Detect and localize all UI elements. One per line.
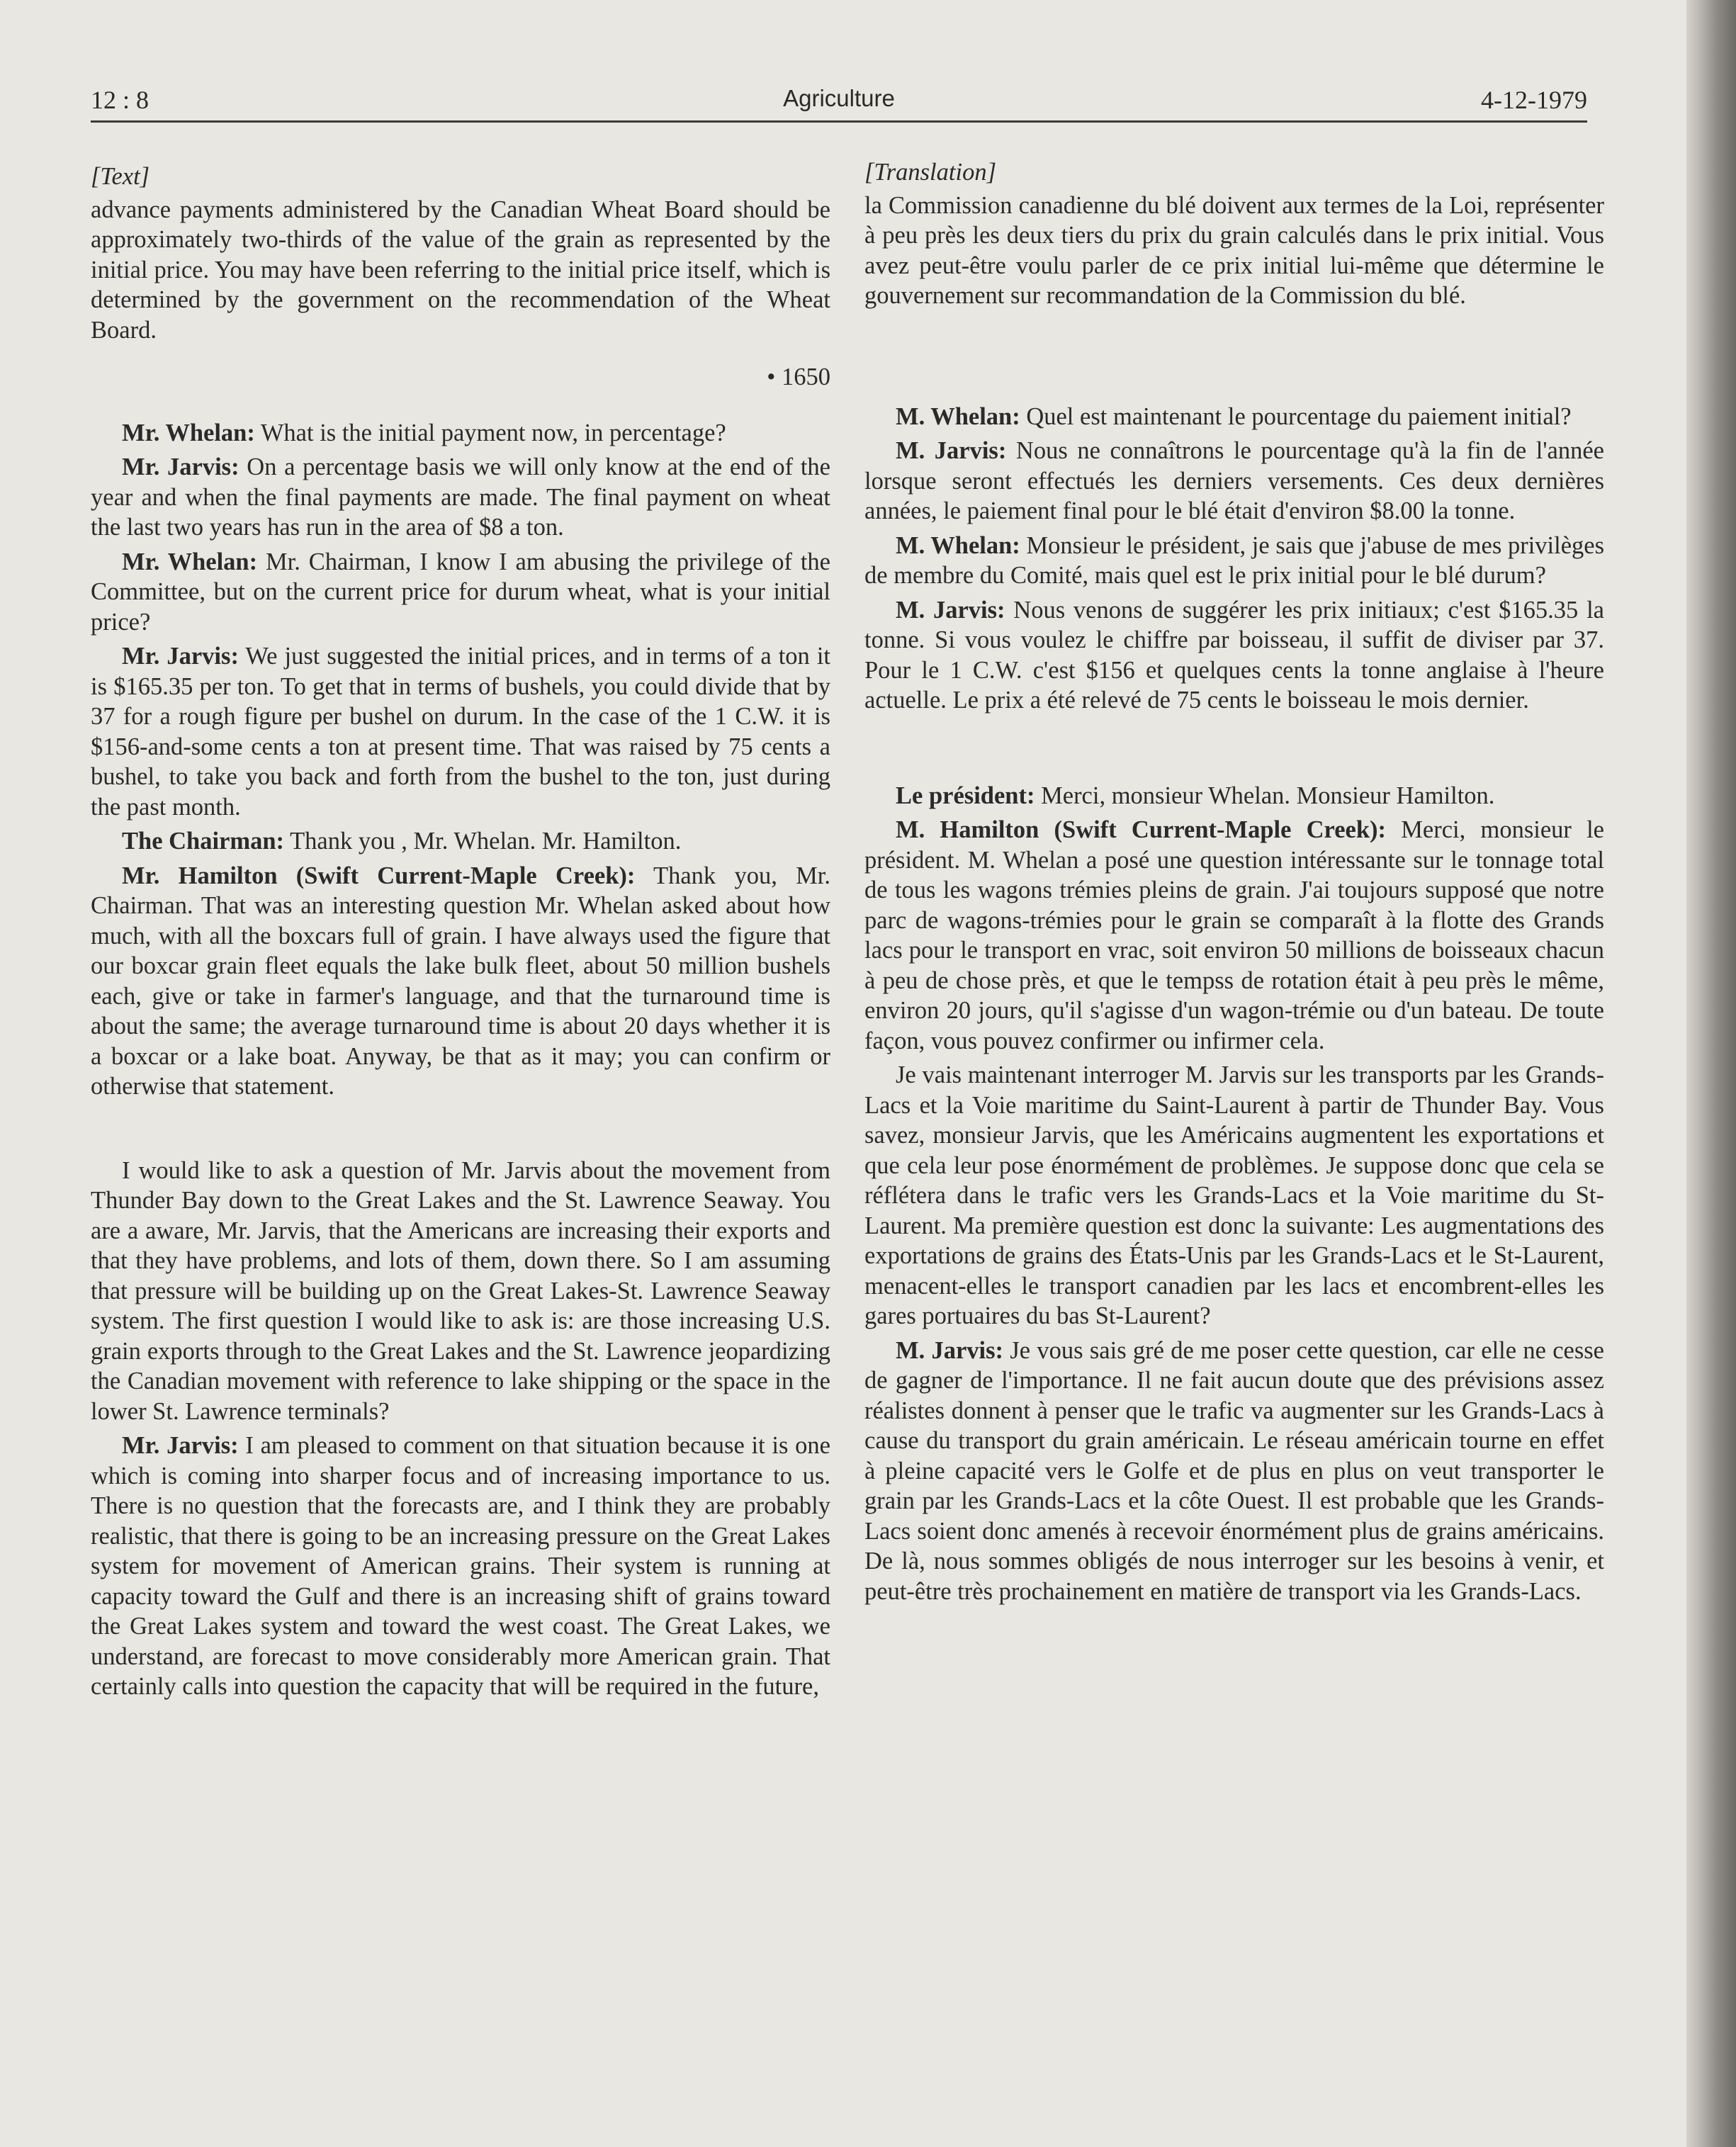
paragraph-whelan-1: [864, 402, 1604, 432]
speaker-name: Le président:: [896, 782, 1035, 809]
spacer: [864, 720, 1604, 781]
paragraph-hamilton-1: [864, 815, 1604, 1056]
paragraph-chairman: [91, 826, 830, 857]
speech-text: On a percentage basis we will only know at the end of the year and when the final payments are made. The final payment on wheat the last two years has run in the area of $8 a ton.: [91, 453, 830, 541]
speech-text: Thank you, Mr. Chairman. That was an interesting question Mr. Whelan asked about how much, with all the boxcars full of grain. I have always used the figure that our boxcar grain fleet equals the lake bulk fleet, about 50 million bushels each, give or take in farmer's language, and that the turnaround time is about the same; the average turnaround time is about 20 days whether it is a boxcar or a lake boat. Anyway, be that as it may; you can confirm or otherwise that statement.: [91, 862, 830, 1100]
paragraph-president: [864, 781, 1604, 811]
speaker-name: M. Whelan:: [896, 531, 1020, 559]
speech-text: Je vous sais gré de me poser cette question, car elle ne cesse de gagner de l'importance. Il ne fait aucun doute que des prévisions assez réalistes donnent à penser que le trafic va augmenter sur les Grands-Lacs à cause du transport du grain américain. Le réseau américain tourne en effet à pleine capacité vers le Golfe et de plus en plus on veut transporter le grain par les Grands-Lacs et la côte Ouest. Il est probable que les Grands-Lacs soient donc amenés à recevoir énormément plus de grains américains. De là, nous sommes obligés de nous interroger sur les besoins à venir, et peut-être très prochainement en matière de transport via les Grands-Lacs.: [864, 1336, 1604, 1605]
speech-text: Merci, monsieur le président. M. Whelan a posé une question intéressante sur le tonnage total de tous les wagons trémies pleins de grain. J'ai toujours supposé que notre parc de wagons-trémies pour le grain se comparaît à la flotte des Grands lacs pour le transport en vrac, soit environ 50 millions de boisseaux chacun à peu de chose près, et que le tempss de rotation était à peu près le même, environ 20 jours, qu'il s'agisse d'un wagon-trémie ou d'un bateau. De toute façon, vous pouvez confirmer ou infirmer cela.: [864, 816, 1604, 1054]
paragraph-jarvis-1: [864, 436, 1604, 526]
page-header: [91, 85, 1587, 120]
spacer: [91, 1106, 830, 1156]
header-rule: [91, 120, 1587, 123]
speaker-name: M. Jarvis:: [896, 596, 1005, 624]
publication-title: Agriculture: [783, 85, 895, 111]
french-column: [864, 157, 1604, 1611]
speaker-name: Mr. Jarvis:: [122, 1432, 239, 1459]
time-marker: • 1650: [767, 364, 830, 390]
english-column: [91, 162, 830, 1706]
speech-text: Mr. Chairman, I know I am abusing the privilege of the Committee, but on the current price for durum wheat, what is your initial price?: [91, 548, 830, 636]
paragraph-jarvis-2: [91, 641, 830, 822]
paragraph-jarvis-3: [91, 1431, 830, 1702]
speaker-name: Mr. Whelan:: [122, 548, 258, 575]
speech-text: Nous venons de suggérer les prix initiaux; c'est $165.35 la tonne. Si vous voulez le chiffre par boisseau, il suffit de diviser par 37. Pour le 1 C.W. c'est $156 et quelques cents la tonne anglaise à l'heure actuelle. Le prix a été relevé de 75 cents le boisseau le mois dernier.: [864, 596, 1604, 714]
paragraph-continuation: advance payments administered by the Canadian Wheat Board should be approximately two-thirds of the value of the grain as represented by the initial price. You may have been referring to the initial price itself, which is determined by the government on the recommendation of the Wheat Board.: [91, 196, 830, 344]
speech-text: We just suggested the initial prices, and in terms of a ton it is $165.35 per ton. To get that in terms of bushels, you could divide that by 37 for a rough figure per bushel on durum. In the case of the 1 C.W. it is $156-and-some cents a ton at present time. That was raised by 75 cents a bushel, to take you back and forth from the bushel to the ton, just during the past month.: [91, 643, 830, 821]
paragraph-hamilton-2: I would like to ask a question of Mr. Jarvis about the movement from Thunder Bay down to the Great Lakes and the St. Lawrence Seaway. You are a aware, Mr. Jarvis, that the Americans are increasing their exports and that they have problems, and lots of them, down there. So I am assuming that pressure will be building up on the Great Lakes-St. Lawrence Seaway system. The first question I would like to ask is: are those increasing U.S. grain exports through to the Great Lakes and the St. Lawrence jeopardizing the Canadian movement with reference to lake shipping or the space in the lower St. Lawrence terminals?: [91, 1156, 830, 1425]
speech-text: Quel est maintenant le pourcentage du paiement initial?: [1020, 402, 1572, 430]
column-label-translation: [Translation]: [864, 159, 996, 186]
paragraph-jarvis-3: [864, 1336, 1604, 1607]
column-label-text: [Text]: [91, 163, 150, 190]
speaker-name: Mr. Whelan:: [122, 419, 255, 446]
speaker-name: Mr. Jarvis:: [122, 643, 239, 670]
speaker-name: Mr. Hamilton (Swift Current-Maple Creek):: [122, 862, 636, 889]
publication-date: 4-12-1979: [1481, 86, 1587, 114]
speaker-name: M. Hamilton (Swift Current-Maple Creek):: [896, 816, 1387, 843]
paragraph-hamilton-2: Je vais maintenant interroger M. Jarvis sur les transports par les Grands-Lacs et la Voie maritime du Saint-Laurent à partir de Thunder Bay. Vous savez, monsieur Jarvis, que les Américains augmentent les exportations et que cela leur pose énormément de problèmes. Je suppose donc que cela se réflétera dans le trafic vers les Grands-Lacs et la Voie maritime du St-Laurent. Ma première question est donc la suivante: Les augmentations des exportations de grains des États-Unis par les Grands-Lacs et le St-Laurent, menacent-elles le transport canadien par les lacs et encombrent-elles les gares portuaires du bas St-Laurent?: [864, 1061, 1604, 1329]
paragraph-hamilton-1: [91, 861, 830, 1102]
paragraph-jarvis-1: [91, 452, 830, 543]
page-number: 12 : 8: [91, 86, 150, 114]
speaker-name: M. Jarvis:: [896, 437, 1007, 464]
speech-text: Merci, monsieur Whelan. Monsieur Hamilton.: [1035, 782, 1495, 809]
speaker-name: M. Jarvis:: [896, 1336, 1004, 1364]
paragraph-continuation: la Commission canadienne du blé doivent aux termes de la Loi, représenter à peu près les deux tiers du prix du grain calculés dans le prix initial. Vous avez peut-être voulu parler de ce prix initial lui-même que détermine le gouvernement sur recommandation de la Commission du blé.: [864, 191, 1604, 309]
paragraph-whelan-2: [91, 547, 830, 638]
speaker-name: The Chairman:: [122, 828, 285, 855]
speaker-name: M. Whelan:: [896, 402, 1020, 430]
book-binding-edge: [1686, 0, 1736, 2147]
speaker-name: Mr. Jarvis:: [122, 453, 239, 480]
speech-text: I am pleased to comment on that situation because it is one which is coming into sharper focus and of increasing importance to us. There is no question that the forecasts are, and I think they are probably realistic, that there is going to be an increasing pressure on the Great Lakes system for movement of American grains. Their system is running at capacity toward the Gulf and there is an increasing shift of grains toward the Great Lakes system and toward the west coast. The Great Lakes, we understand, are forecast to move considerably more American grain. That certainly calls into question the capacity that will be required in the future,: [91, 1432, 830, 1700]
speech-text: What is the initial payment now, in percentage?: [254, 419, 726, 446]
speech-text: Thank you , Mr. Whelan. Mr. Hamilton.: [284, 828, 682, 855]
paragraph-whelan-1: [91, 418, 830, 449]
speech-text: Monsieur le président, je sais que j'abuse de mes privilèges de membre du Comité, mais quel est le prix initial pour le blé durum?: [864, 531, 1605, 589]
speech-text: Nous ne connaîtrons le pourcentage qu'à la fin de l'année lorsque seront effectués les derniers versements. Ces deux dernières années, le paiement final pour le blé était d'environ $8.00 la tonne.: [864, 437, 1604, 524]
spacer: [864, 315, 1604, 402]
paragraph-whelan-2: [864, 531, 1604, 591]
paragraph-jarvis-2: [864, 595, 1604, 716]
